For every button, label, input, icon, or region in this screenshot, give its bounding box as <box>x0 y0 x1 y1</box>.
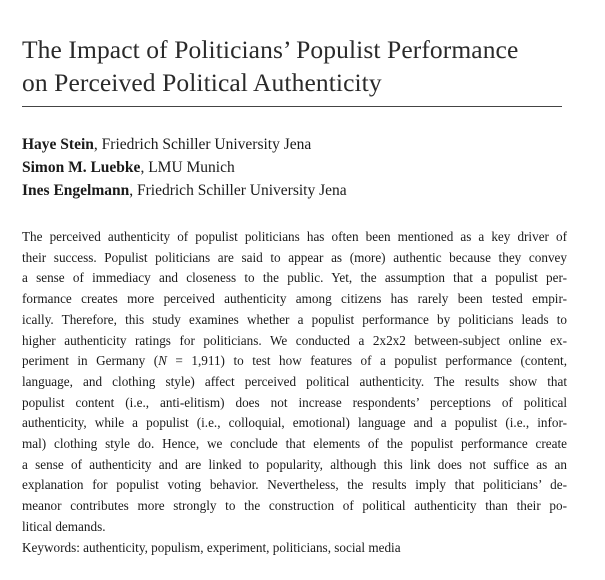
title-line-2: on Perceived Political Authenticity <box>22 68 382 97</box>
author-name: Simon M. Luebke <box>22 159 141 176</box>
author-entry <box>22 179 587 202</box>
abstract-line: authenticity, while a populist (i.e., colloquial, emotional) language and a populist (i.e., infor- <box>22 415 567 431</box>
abstract-text: periment in Germany ( <box>22 353 159 369</box>
abstract-line: The perceived authenticity of populist politicians has often been mentioned as a key driver of <box>22 229 567 244</box>
abstract-line: a sense of immediacy and closeness to the public. Yet, the assumption that a populist per- <box>22 270 567 286</box>
abstract-line: mal) clothing style do. Hence, we conclude that elements of the populist performance create <box>22 436 567 452</box>
author-name: Haye Stein <box>22 136 94 153</box>
abstract-line <box>22 351 567 372</box>
abstract-text: = 1,911) to test how features of a populist performance (content, <box>166 353 568 369</box>
author-affiliation: , Friedrich Schiller University Jena <box>129 182 347 199</box>
abstract-line: formance creates more perceived authenticity among citizens has rarely been tested empir- <box>22 291 567 307</box>
abstract-line: ically. Therefore, this study examines whether a populist performance by politicians leads to <box>22 311 567 327</box>
author-entry <box>22 156 587 179</box>
abstract-line: populist content (i.e., anti-elitism) does not increase respondents’ perceptions of political <box>22 394 567 410</box>
author-entry <box>22 133 587 156</box>
keywords: Keywords: authenticity, populism, experiment, politicians, social media <box>22 540 401 555</box>
sample-size-symbol: N <box>158 353 167 369</box>
abstract <box>22 227 567 538</box>
abstract-line: a sense of authenticity and are linked to popularity, although this link does not suffice as an <box>22 456 567 472</box>
title-divider <box>22 106 562 107</box>
author-affiliation: , LMU Munich <box>140 159 235 176</box>
abstract-line: meanor contributes more strongly to the construction of political authenticity than their po- <box>22 498 567 514</box>
abstract-line: litical demands. <box>22 518 106 534</box>
title-line-1: The Impact of Politicians’ Populist Performance <box>22 35 519 64</box>
author-name: Ines Engelmann <box>22 182 130 199</box>
author-affiliation: , Friedrich Schiller University Jena <box>93 136 312 153</box>
abstract-line: their success. Populist politicians are said to appear as (more) authentic because they convey <box>22 249 567 265</box>
paper-title <box>22 33 587 99</box>
author-list <box>22 133 587 202</box>
abstract-line: explanation for populist voting behavior. Nevertheless, the results imply that politicians’ de- <box>22 477 567 493</box>
abstract-line: higher authenticity ratings for politicians. We conducted a 2x2x2 between-subject online ex- <box>22 332 567 348</box>
abstract-line: language, and clothing style) affect perceived political authenticity. The results show that <box>22 373 567 389</box>
